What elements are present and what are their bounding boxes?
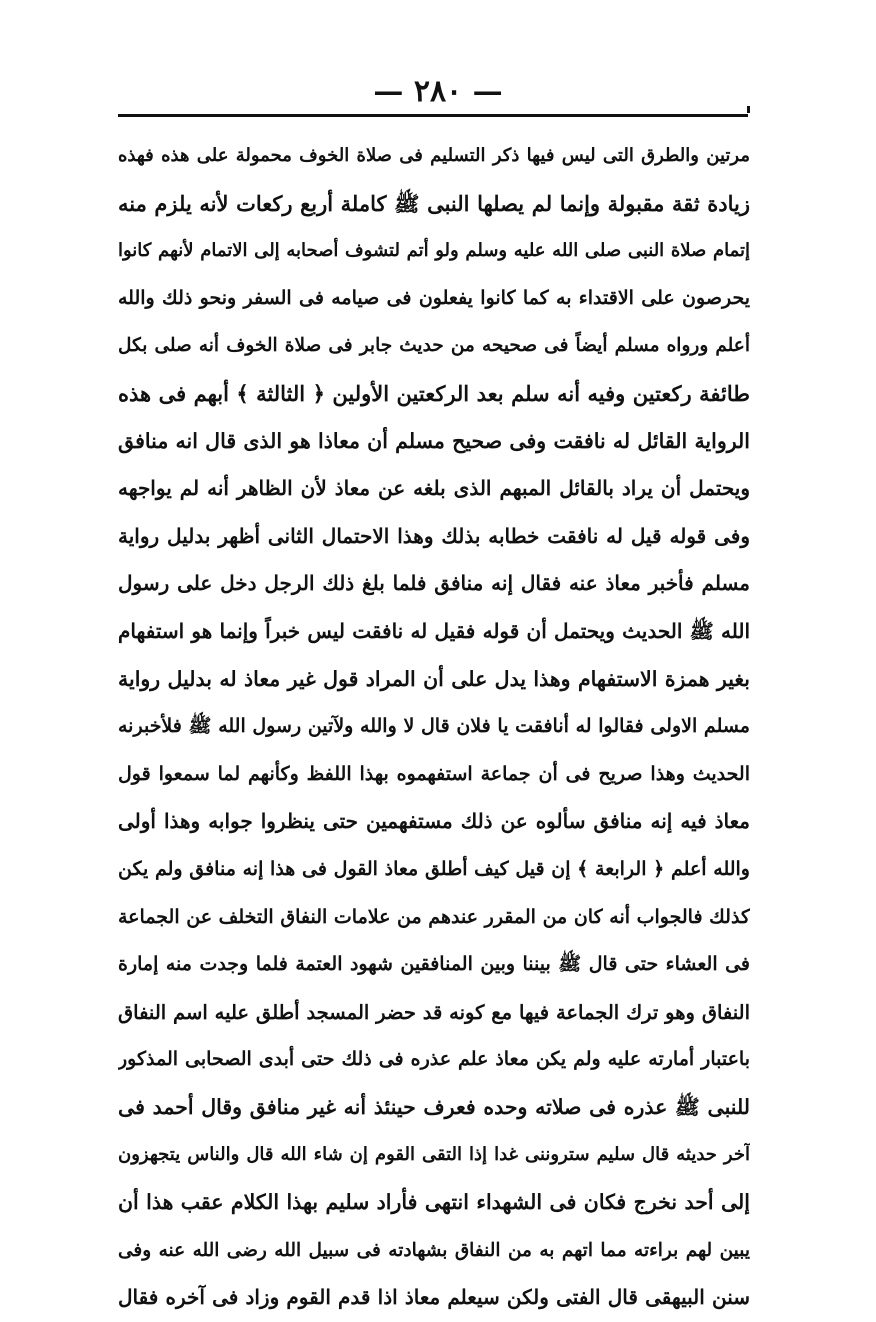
text-line-3: إتمام صلاة النبى صلى الله عليه وسلم ولو أتم لتشوف أصحابه إلى الاتمام لأنهم كانوا: [118, 240, 750, 262]
text-line-6: طائفة ركعتين وفيه أنه سلم بعد الركعتين الأولين ﴿ الثالثة ﴾ أبهم فى هذه: [118, 380, 750, 406]
text-line-19: النفاق وهو ترك الجماعة فيها مع كونه قد حضر المسجد أطلق عليه اسم النفاق: [118, 1000, 750, 1024]
body-text: [118, 132, 750, 1322]
text-line-25: سنن البيهقى قال الفتى ولكن سيعلم معاذ اذا قدم القوم وزاد فى آخره فقال: [118, 1285, 750, 1310]
text-line-5: أعلم ورواه مسلم أيضاً فى صحيحه من حديث جابر فى صلاة الخوف أنه صلى بكل: [118, 335, 750, 357]
text-line-20: باعتبار أمارته عليه ولم يكن معاذ علم عذره فى ذلك حتى أبدى الصحابى المذكور: [118, 1048, 750, 1071]
text-line-22: آخر حديثه قال سليم ستروننى غدا إذا التقى القوم إن شاء الله قال والناس يتجهزون: [118, 1144, 750, 1166]
text-line-16: والله أعلم ﴿ الرابعة ﴾ إن قيل كيف أطلق معاذ القول فى هذا إنه منافق ولم يكن: [118, 857, 750, 880]
text-line-4: يحرصون على الاقتداء به كما كانوا يفعلون فى صيامه فى السفر ونحو ذلك والله: [118, 286, 750, 309]
text-line-15: معاذ فيه إنه منافق سألوه عن ذلك مستفهمين حتى ينظروا جوابه وهذا أولى: [118, 809, 750, 834]
text-line-23: إلى أحد نخرج فكان فى الشهداء انتهى فأراد سليم بهذا الكلام عقب هذا أن: [118, 1190, 750, 1215]
text-line-14: الحديث وهذا صريح فى أن جماعة استفهموه بهذا اللفظ وكأنهم لما سمعوا قول: [118, 762, 750, 785]
page-number: — ٢٨٠ —: [373, 74, 503, 109]
text-line-7: الرواية القائل له نافقت وفى صحيح مسلم أن معاذا هو الذى قال انه منافق: [118, 428, 750, 453]
text-line-17: كذلك فالجواب أنه كان من المقرر عندهم من علامات النفاق التخلف عن الجماعة: [118, 905, 750, 928]
text-line-24: يبين لهم براءته مما اتهم به من النفاق بشهادته فى سبيل الله رضى الله عنه وفى: [118, 1239, 750, 1261]
text-line-11: الله ﷺ الحديث ويحتمل أن قوله فقيل له نافقت ليس خبراً وإنما هو استفهام: [118, 618, 750, 643]
text-line-12: بغير همزة الاستفهام وهذا يدل على أن المراد قول غير معاذ له بدليل رواية: [118, 666, 750, 691]
text-line-8: ويحتمل أن يراد بالقائل المبهم الذى بلغه عن معاذ لأن الظاهر أنه لم يواجهه: [118, 476, 750, 501]
text-line-9: وفى قوله قيل له نافقت خطابه بذلك وهذا الاحتمال الثانى أظهر بدليل رواية: [118, 523, 750, 548]
text-line-2: زيادة ثقة مقبولة وإنما لم يصلها النبى ﷺ كاملة أربع ركعات لأنه يلزم منه: [118, 190, 750, 216]
header-rule: [118, 114, 748, 117]
text-line-18: فى العشاء حتى قال ﷺ بيننا وبين المنافقين شهود العتمة فلما وجدت منه إمارة: [118, 953, 750, 976]
text-line-13: مسلم الاولى فقالوا له أنافقت يا فلان قال لا والله ولآتين رسول الله ﷺ فلأخبرنه: [118, 715, 750, 738]
text-line-10: مسلم فأخبر معاذ عنه فقال إنه منافق فلما بلغ ذلك الرجل دخل على رسول: [118, 571, 750, 596]
text-line-1: مرتين والطرق التى ليس فيها ذكر التسليم فى صلاة الخوف محمولة على هذه فهذه: [118, 145, 750, 166]
text-line-21: للنبى ﷺ عذره فى صلاته وحده فعرف حينئذ أنه غير منافق وقال أحمد فى: [118, 1094, 750, 1119]
